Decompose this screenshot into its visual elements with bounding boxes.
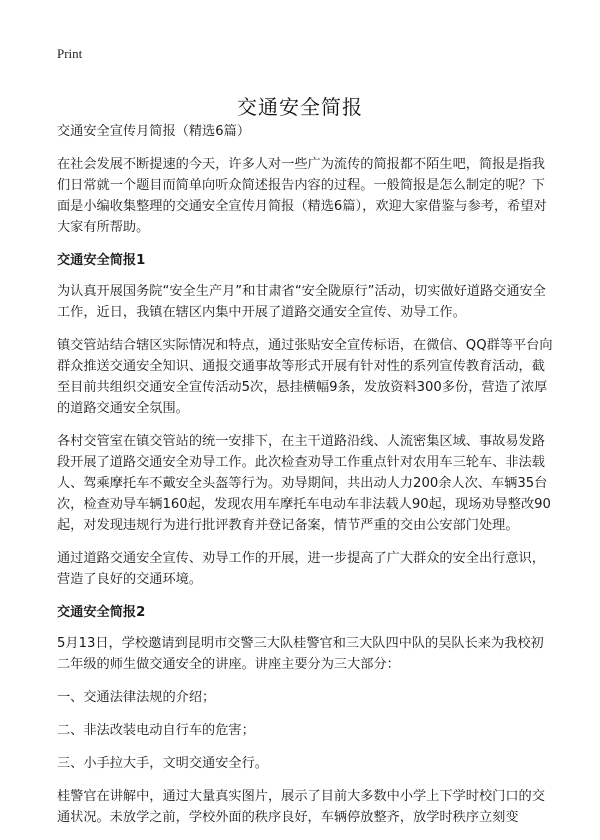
paragraph: 桂警官在讲解中，通过大量真实图片，展示了目前大多数中小学上下学时校门口的交通状况。未放学之前，学校外面的秩序良好，车辆停放整齐，放学时秩序立刻变 (57, 789, 545, 825)
section-2 (57, 602, 555, 828)
paragraph: 5月13日，学校邀请到昆明市交警三大队桂警官和三大队四中队的吴队长来为我校初二年级的师生做交通安全的讲座。讲座主要分为三大部分： (57, 636, 544, 672)
list-item: 一、交通法律法规的介绍； (57, 690, 216, 705)
intro-paragraph: 在社会发展不断提速的今天，许多人对一些广为流传的简报都不陌生吧，简报是指我们日常就一个题目而简单向听众简述报告内容的过程。一般简报是怎么制定的呢？下面是小编收集整理的交通安全宣传月简报（精选6篇），欢迎大家借鉴与参考，希望对大家有所帮助。 (57, 157, 547, 235)
paragraph: 为认真开展国务院“安全生产月”和甘肃省“安全陇原行”活动，切实做好道路交通安全工作，近日，我镇在辖区内集中开展了道路交通安全宣传、劝导工作。 (57, 284, 546, 320)
list-item: 二、非法改装电动自行车的危害； (57, 723, 255, 738)
paragraph: 通过道路交通安全宣传、劝导工作的开展，进一步提高了广大群众的安全出行意识，营造了良好的交通环境。 (57, 551, 545, 587)
section-heading: 交通安全简报2 (57, 605, 146, 620)
document-title: 交通安全简报 (237, 95, 363, 120)
print-link[interactable]: Print (57, 46, 83, 61)
list-item: 三、小手拉大手，文明交通安全行。 (57, 756, 268, 771)
paragraph: 镇交管站结合辖区实际情况和特点，通过张贴安全宣传标语，在微信、QQ群等平台向群众推送交通安全知识、通报交通事故等形式开展有针对性的系列宣传教育活动，截至目前共组织交通安全宣传活动5次，悬挂横幅9条，发放资料300多份，营造了浓厚的道路交通安全氛围。 (57, 338, 553, 416)
paragraph: 各村交管室在镇交管站的统一安排下，在主干道路沿线、人流密集区域、事故易发路段开展了道路交通安全劝导工作。此次检查劝导工作重点针对农用车三轮车、非法载人、驾乘摩托车不戴安全头盔等行为。劝导期间，共出动人力200余人次、车辆35台次，检查劝导车辆160起，发现农用车摩托车电动车非法载人90起，现场劝导整改90起，对发现违规行为进行批评教育并登记备案，情节严重的交由公安部门处理。 (57, 434, 551, 533)
section-1 (57, 250, 555, 590)
document-subtitle: 交通安全宣传月简报（精选6篇） (57, 124, 251, 139)
document-body (57, 121, 555, 840)
section-heading: 交通安全简报1 (57, 253, 146, 268)
